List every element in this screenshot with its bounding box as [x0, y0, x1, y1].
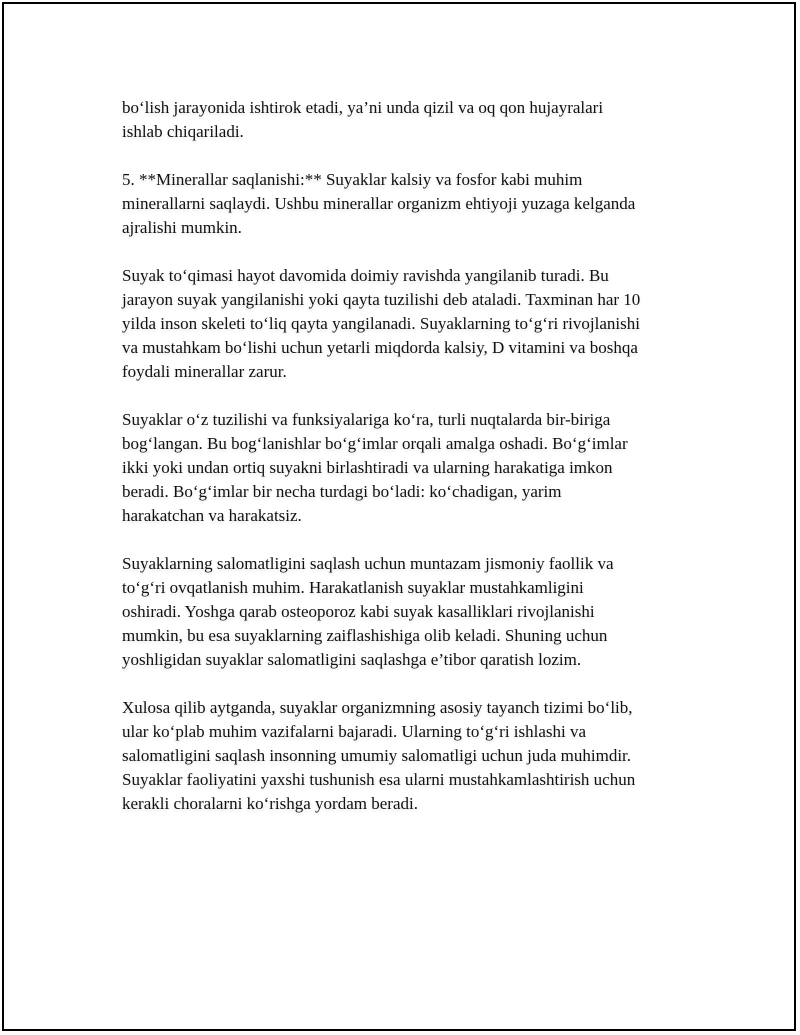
paragraph-mineral-storage: 5. **Minerallar saqlanishi:** Suyaklar kalsiy va fosfor kabi muhim minerallarni saqlaydi. Ushbu minerallar organizm ehtiyoji yuzaga kelganda ajralishi mumkin. — [122, 170, 636, 237]
paragraph-conclusion: Xulosa qilib aytganda, suyaklar organizmning asosiy tayanch tizimi bo‘lib, ular ko‘plab muhim vazifalarni bajaradi. Ularning to‘g‘ri ishlashi va salomatligini saqlash insonning umumiy salomatligi uchun juda muhimdir. Suyaklar faoliyatini yaxshi tushunish esa ularni mustahkamlashtirish uchun kerakli choralarni ko‘rishga yordam beradi. — [122, 698, 636, 813]
paragraph-bone-marrow-continuation: bo‘lish jarayonida ishtirok etadi, ya’ni unda qizil va oq qon hujayralari ishlab chiqariladi. — [122, 98, 604, 141]
paragraph-bone-health: Suyaklarning salomatligini saqlash uchun muntazam jismoniy faollik va to‘g‘ri ovqatlanish muhim. Harakatlanish suyaklar mustahkamligini oshiradi. Yoshga qarab osteoporoz kabi suyak kasalliklari rivojlanishi mumkin, bu esa suyaklarning zaiflashishiga olib keladi. Shuning uchun yoshligidan suyaklar salomatligini saqlashga e’tibor qaratish lozim. — [122, 554, 614, 669]
document-body — [122, 96, 702, 840]
paragraph-bone-renewal: Suyak to‘qimasi hayot davomida doimiy ravishda yangilanib turadi. Bu jarayon suyak yangilanishi yoki qayta tuzilishi deb ataladi. Taxminan har 10 yilda inson skeleti to‘liq qayta yangilanadi. Suyaklarning to‘g‘ri rivojlanishi va mustahkam bo‘lishi uchun yetarli miqdorda kalsiy, D vitamini va boshqa foydali minerallar zarur. — [122, 266, 641, 381]
page-frame — [2, 2, 796, 1031]
paragraph-joints: Suyaklar o‘z tuzilishi va funksiyalariga ko‘ra, turli nuqtalarda bir-biriga bog‘langan. Bu bog‘lanishlar bo‘g‘imlar orqali amalga oshadi. Bo‘g‘imlar ikki yoki undan ortiq suyakni birlashtiradi va ularning harakatiga imkon beradi. Bo‘g‘imlar bir necha turdagi bo‘ladi: ko‘chadigan, yarim harakatchan va harakatsiz. — [122, 410, 628, 525]
